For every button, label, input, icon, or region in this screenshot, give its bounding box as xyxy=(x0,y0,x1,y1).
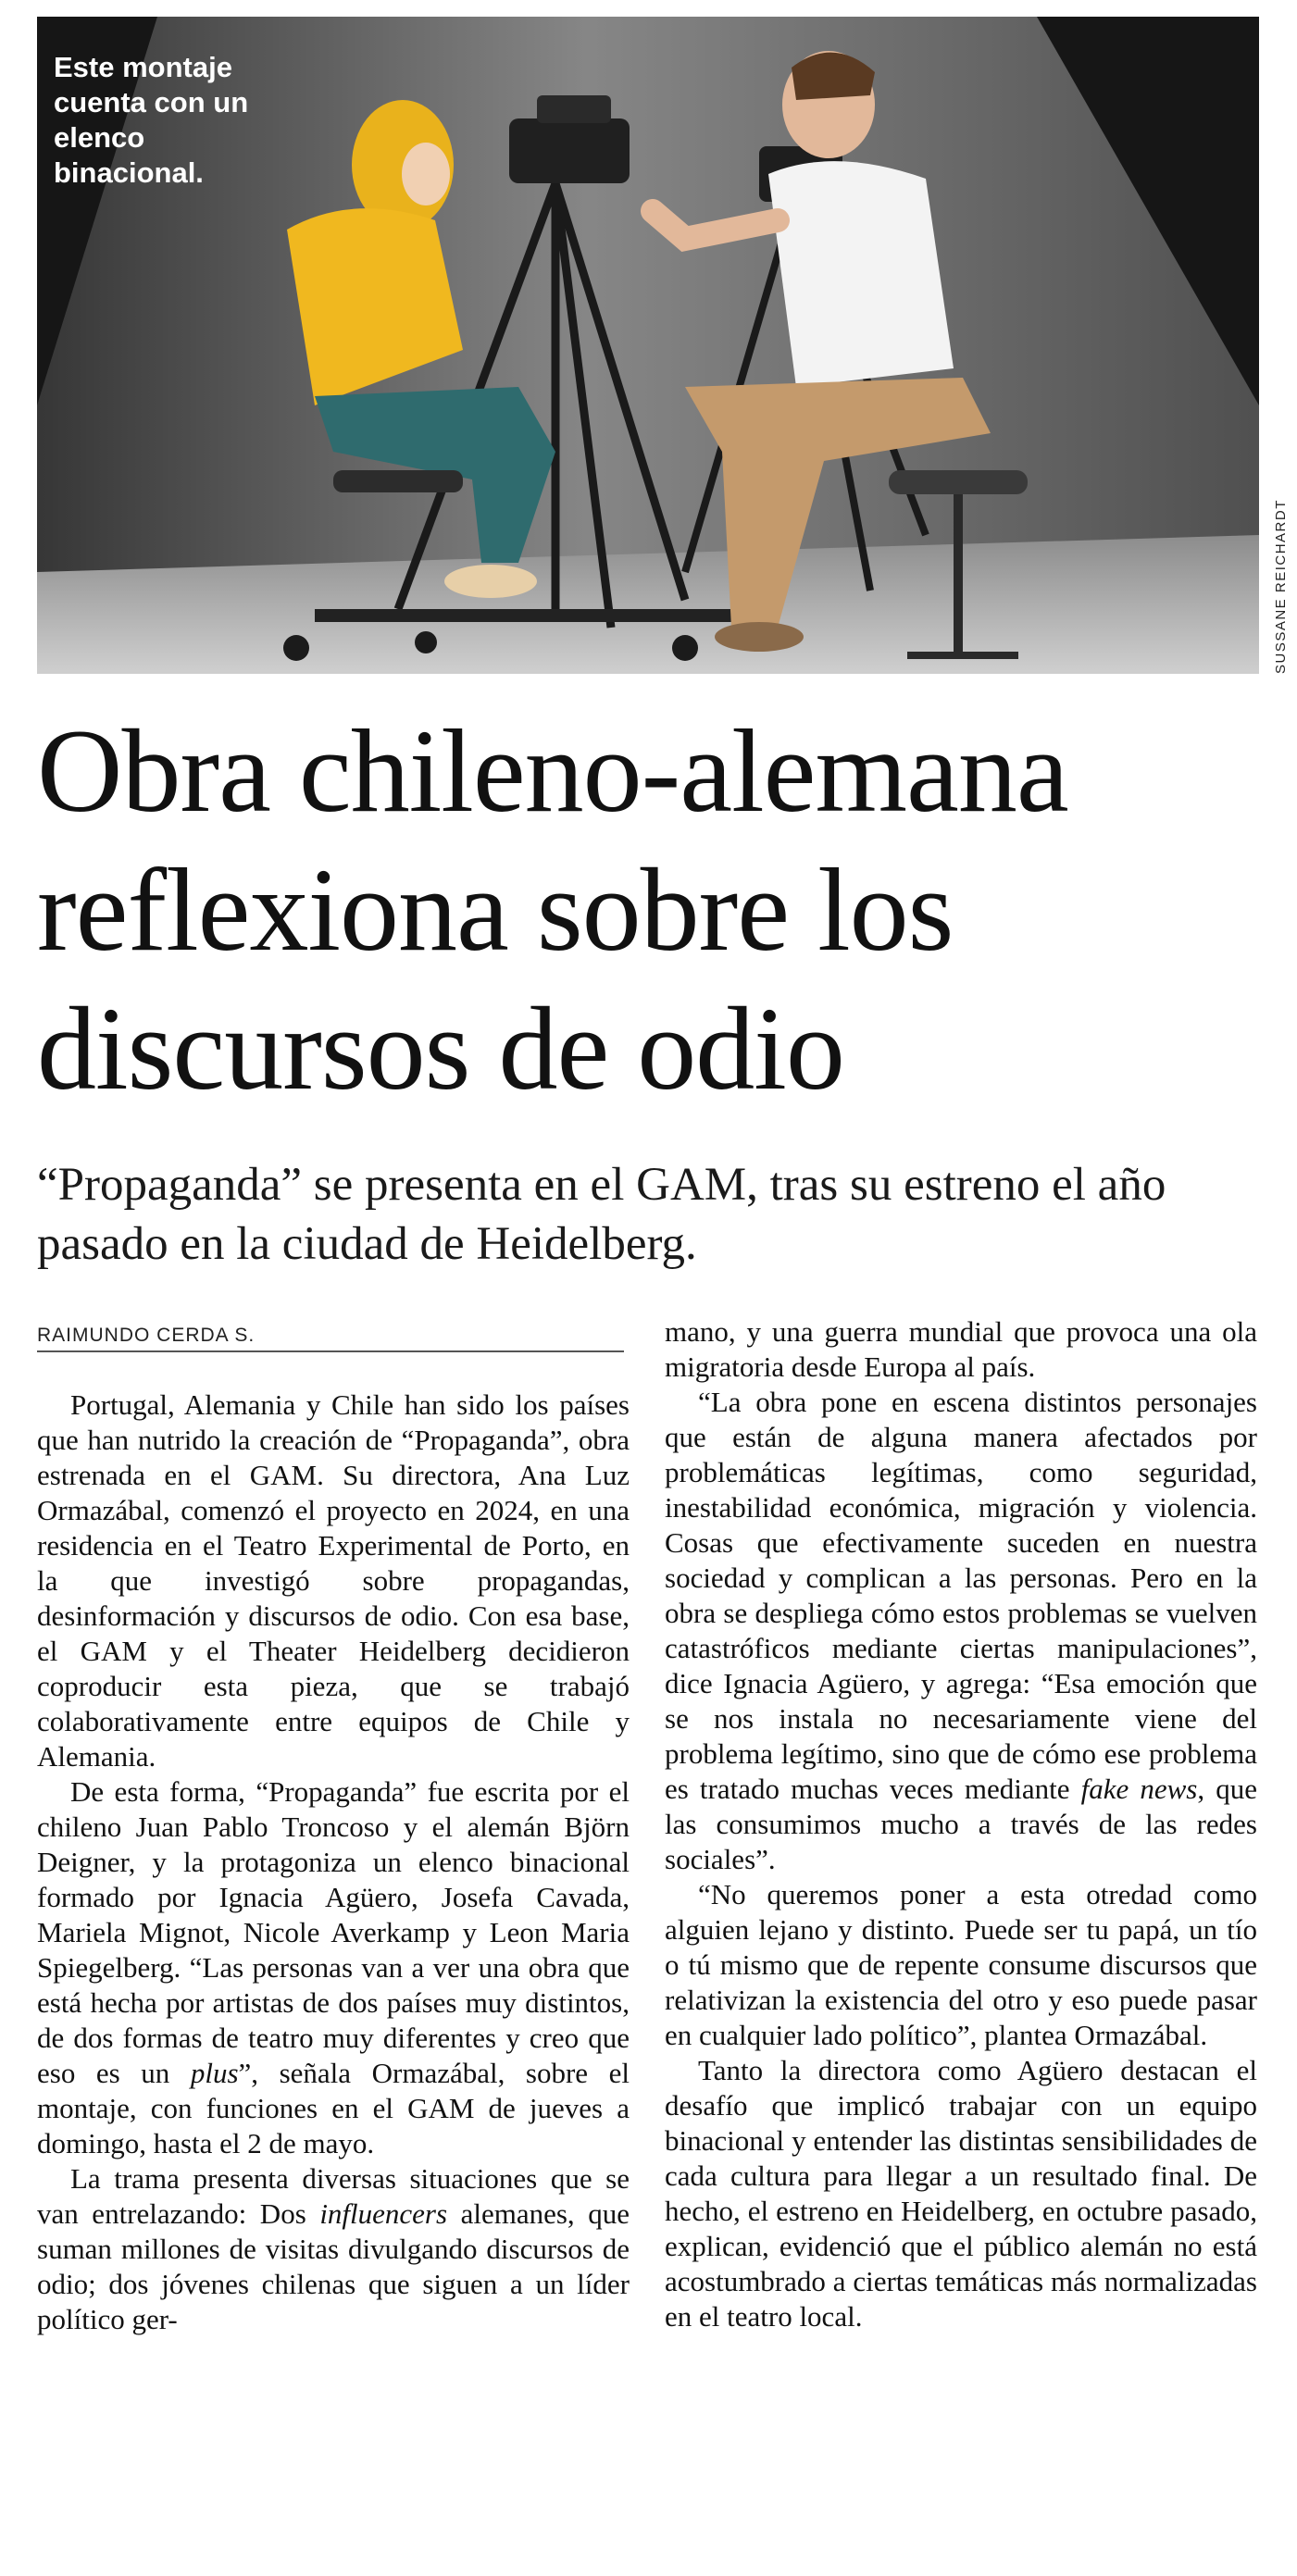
paragraph: “No queremos poner a esta otredad como alguien lejano y distinto. Puede ser tu papá, un tío o tú mismo que de repente consume discursos que relativizan la existencia del otro y eso puede pasar en cualquier lado político”, plantea Ormazábal. xyxy=(665,1878,1257,2051)
article-column-2 xyxy=(665,1314,1257,2334)
article-column-1 xyxy=(37,1388,630,2337)
paragraph: Portugal, Alemania y Chile han sido los países que han nutrido la creación de “Propaganda”, obra estrenada en el GAM. Su directora, Ana Luz Ormazábal, comenzó el proyecto en 2024, en una residencia en el Teatro Experimental de Porto, en la que investigó sobre propagandas, desinformación y discursos de odio. Con esa base, el GAM y el Theater Heidelberg decidieron coproducir esta pieza, que se trabajó colaborativamente entre equipos de Chile y Alemania. xyxy=(37,1388,630,1773)
subheadline: “Propaganda” se presenta en el GAM, tras su estreno el año pasado en la ciudad de Heidelberg. xyxy=(37,1159,1166,1270)
paragraph: Tanto la directora como Agüero destacan el desafío que implicó trabajar con un equipo binacional y entender las distintas sensibilidades de cada cultura para llegar a un resultado final. De hecho, el estreno en Heidelberg, en octubre pasado, explican, evidenció que el público alemán no está acostumbrado a ciertas temáticas más normalizadas en el teatro local. xyxy=(665,2054,1257,2333)
paragraph-continuation: mano, y una guerra mundial que provoca una ola migratoria desde Europa al país. xyxy=(665,1315,1257,1383)
photo-credit: SUSSANE REICHARDT xyxy=(1273,499,1289,674)
article-photo xyxy=(37,17,1259,674)
byline: RAIMUNDO CERDA S. xyxy=(37,1325,624,1352)
photo-caption: Este montaje cuenta con un elenco binacional. xyxy=(54,51,249,189)
paragraph: La trama presenta diversas situaciones que se van entrelazando: Dos influencers alemanes, que suman millones de visitas divulgando discursos de odio; dos jóvenes chilenas que siguen a un líder político ger- xyxy=(37,2162,630,2335)
headline: Obra chileno-alemana reflexiona sobre los discursos de odio xyxy=(37,705,1068,1114)
paragraph: “La obra pone en escena distintos personajes que están de alguna manera afectados por problemáticas legítimas, como seguridad, inestabilidad económica, migración y violencia. Cosas que efectivamente suceden en nuestra sociedad y complican a las personas. Pero en la obra se despliega cómo estos problemas se vuelven catastróficos mediante ciertas manipulaciones”, dice Ignacia Agüero, y agrega: “Esa emoción que se nos instala no necesariamente viene del problema legítimo, sino que de cómo ese problema es tratado muchas veces mediante fake news, que las consumimos mucho a través de las redes sociales”. xyxy=(665,1386,1257,1875)
paragraph: De esta forma, “Propaganda” fue escrita por el chileno Juan Pablo Troncoso y el alemán Björn Deigner, y la protagoniza un elenco binacional formado por Ignacia Agüero, Josefa Cavada, Mariela Mignot, Nicole Averkamp y Leon Maria Spiegelberg. “Las personas van a ver una obra que está hecha por artistas de dos países muy distintos, de dos formas de teatro muy diferentes y creo que eso es un plus”, señala Ormazábal, sobre el montaje, con funciones en el GAM de jueves a domingo, hasta el 2 de mayo. xyxy=(37,1775,630,2159)
